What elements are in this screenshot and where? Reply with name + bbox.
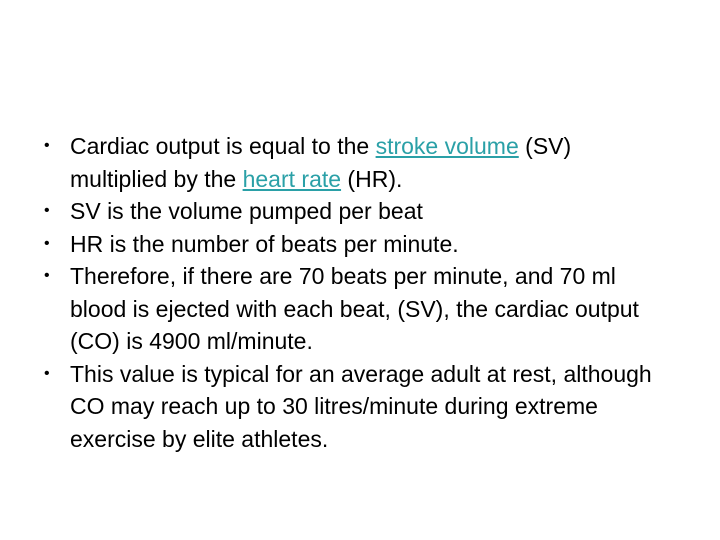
bullet-marker: • [44, 202, 50, 219]
bullet-text: HR is the number of beats per minute. [70, 230, 459, 257]
bullet-text: SV is the volume pumped per beat [70, 198, 423, 224]
bullet-text: (SV) multiplied by the [70, 133, 572, 192]
bullet-text: This value is typical for an average adult at rest, although CO may reach up to 30 litres/minute during extreme exercise by elite athletes. [70, 360, 652, 452]
heart-rate-link[interactable]: heart rate [242, 165, 342, 192]
bullet-item-cardiac-output [44, 130, 674, 195]
bullet-text: (HR). [341, 165, 403, 192]
bullet-text: Cardiac output is equal to the [70, 133, 376, 159]
bullet-list [44, 130, 674, 455]
bullet-text: Therefore, if there are 70 beats per minute, and 70 ml blood is ejected with each beat, (SV), the cardiac output (CO) is 4900 ml/minute. [70, 263, 639, 354]
bullet-marker: • [44, 267, 50, 284]
bullet-item-hr [44, 228, 674, 261]
bullet-marker: • [44, 364, 50, 382]
bullet-marker: • [44, 137, 50, 154]
stroke-volume-link[interactable]: stroke volume [375, 133, 519, 159]
bullet-item-therefore [44, 260, 674, 358]
bullet-marker: • [44, 234, 50, 252]
bullet-item-sv [44, 195, 674, 228]
bullet-item-typical-value [44, 358, 674, 456]
